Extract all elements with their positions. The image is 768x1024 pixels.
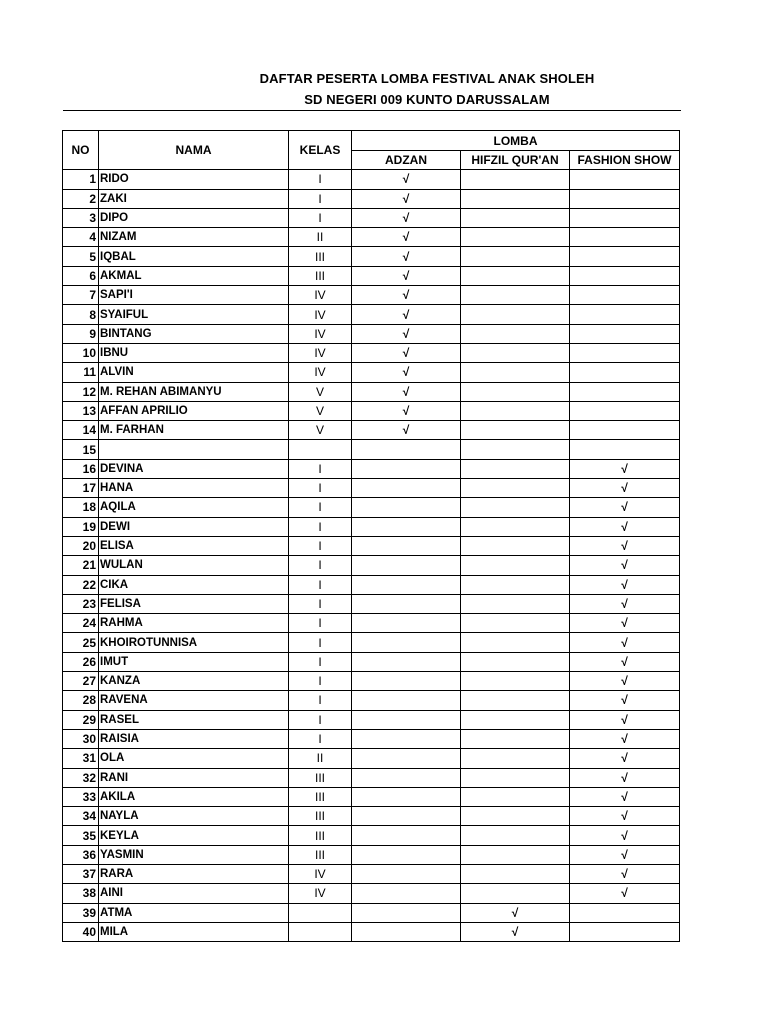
row-number: 4: [63, 228, 99, 247]
participant-name: IMUT: [99, 652, 289, 671]
participant-name: AINI: [99, 884, 289, 903]
participant-class: [289, 440, 352, 459]
participant-name: ELISA: [99, 536, 289, 555]
lomba-adzan-cell: [352, 652, 461, 671]
participant-class: I: [289, 729, 352, 748]
header-no: NO: [63, 131, 99, 170]
participant-name: HANA: [99, 479, 289, 498]
row-number: 36: [63, 845, 99, 864]
table-row: [63, 556, 680, 575]
participant-name: NIZAM: [99, 228, 289, 247]
participant-class: [289, 922, 352, 941]
participant-name: IQBAL: [99, 247, 289, 266]
row-number: 33: [63, 787, 99, 806]
table-row: [63, 208, 680, 227]
lomba-hifzil-cell: [461, 614, 570, 633]
lomba-adzan-cell: √: [352, 363, 461, 382]
table-body: [63, 170, 680, 942]
lomba-hifzil-cell: [461, 228, 570, 247]
table-row: [63, 363, 680, 382]
lomba-adzan-cell: [352, 710, 461, 729]
row-number: 32: [63, 768, 99, 787]
lomba-adzan-cell: √: [352, 247, 461, 266]
lomba-adzan-cell: √: [352, 421, 461, 440]
table-row: [63, 228, 680, 247]
row-number: 26: [63, 652, 99, 671]
participant-class: IV: [289, 864, 352, 883]
row-number: 31: [63, 749, 99, 768]
row-number: 27: [63, 672, 99, 691]
participant-class: V: [289, 401, 352, 420]
participant-name: AKMAL: [99, 266, 289, 285]
participant-class: IV: [289, 884, 352, 903]
lomba-adzan-cell: [352, 884, 461, 903]
participant-name: DIPO: [99, 208, 289, 227]
lomba-adzan-cell: [352, 440, 461, 459]
lomba-hifzil-cell: [461, 556, 570, 575]
lomba-hifzil-cell: [461, 826, 570, 845]
lomba-hifzil-cell: [461, 807, 570, 826]
lomba-hifzil-cell: √: [461, 903, 570, 922]
row-number: 21: [63, 556, 99, 575]
row-number: 30: [63, 729, 99, 748]
lomba-fashion-cell: [570, 382, 680, 401]
table-row: [63, 749, 680, 768]
lomba-fashion-cell: [570, 170, 680, 189]
table-row: [63, 672, 680, 691]
lomba-fashion-cell: √: [570, 479, 680, 498]
lomba-adzan-cell: [352, 749, 461, 768]
table-row: [63, 787, 680, 806]
table-row: [63, 575, 680, 594]
participant-class: I: [289, 208, 352, 227]
participant-class: III: [289, 826, 352, 845]
participant-class: III: [289, 266, 352, 285]
lomba-fashion-cell: √: [570, 710, 680, 729]
lomba-adzan-cell: [352, 922, 461, 941]
row-number: 29: [63, 710, 99, 729]
participant-class: III: [289, 845, 352, 864]
row-number: 28: [63, 691, 99, 710]
row-number: 15: [63, 440, 99, 459]
header-kelas: KELAS: [289, 131, 352, 170]
lomba-adzan-cell: [352, 845, 461, 864]
table-row: [63, 189, 680, 208]
lomba-hifzil-cell: [461, 189, 570, 208]
row-number: 1: [63, 170, 99, 189]
lomba-adzan-cell: [352, 787, 461, 806]
table-row: [63, 691, 680, 710]
table-row: [63, 536, 680, 555]
lomba-hifzil-cell: [461, 672, 570, 691]
row-number: 2: [63, 189, 99, 208]
lomba-fashion-cell: √: [570, 614, 680, 633]
lomba-hifzil-cell: [461, 749, 570, 768]
participant-name: RAVENA: [99, 691, 289, 710]
participant-name: ZAKI: [99, 189, 289, 208]
participant-name: NAYLA: [99, 807, 289, 826]
participant-name: DEWI: [99, 517, 289, 536]
row-number: 5: [63, 247, 99, 266]
lomba-hifzil-cell: [461, 247, 570, 266]
row-number: 18: [63, 498, 99, 517]
table-row: [63, 922, 680, 941]
lomba-adzan-cell: [352, 594, 461, 613]
table-row: [63, 594, 680, 613]
lomba-fashion-cell: √: [570, 498, 680, 517]
lomba-fashion-cell: √: [570, 556, 680, 575]
participant-class: I: [289, 710, 352, 729]
participant-name: KHOIROTUNNISA: [99, 633, 289, 652]
table-row: [63, 710, 680, 729]
lomba-adzan-cell: [352, 807, 461, 826]
participant-name: RASEL: [99, 710, 289, 729]
table-row: [63, 845, 680, 864]
document-subtitle: SD NEGERI 009 KUNTO DARUSSALAM: [304, 92, 550, 107]
participant-class: I: [289, 614, 352, 633]
lomba-fashion-cell: [570, 363, 680, 382]
participant-class: I: [289, 479, 352, 498]
row-number: 40: [63, 922, 99, 941]
lomba-adzan-cell: √: [352, 343, 461, 362]
table-row: [63, 633, 680, 652]
participant-class: I: [289, 459, 352, 478]
lomba-fashion-cell: √: [570, 864, 680, 883]
lomba-hifzil-cell: [461, 517, 570, 536]
lomba-fashion-cell: [570, 266, 680, 285]
table-row: [63, 884, 680, 903]
lomba-fashion-cell: √: [570, 787, 680, 806]
participant-class: II: [289, 228, 352, 247]
participant-class: V: [289, 382, 352, 401]
row-number: 17: [63, 479, 99, 498]
participant-class: II: [289, 749, 352, 768]
participant-class: I: [289, 536, 352, 555]
lomba-fashion-cell: √: [570, 652, 680, 671]
table-row: [63, 729, 680, 748]
table-row: [63, 421, 680, 440]
participant-class: V: [289, 421, 352, 440]
lomba-hifzil-cell: [461, 575, 570, 594]
participant-name: RIDO: [99, 170, 289, 189]
lomba-adzan-cell: √: [352, 189, 461, 208]
participant-name: ATMA: [99, 903, 289, 922]
lomba-adzan-cell: [352, 517, 461, 536]
participant-name: FELISA: [99, 594, 289, 613]
participant-class: I: [289, 517, 352, 536]
header-hifzil: HIFZIL QUR'AN: [461, 151, 570, 170]
row-number: 10: [63, 343, 99, 362]
lomba-hifzil-cell: [461, 864, 570, 883]
lomba-fashion-cell: √: [570, 459, 680, 478]
lomba-fashion-cell: √: [570, 594, 680, 613]
lomba-adzan-cell: [352, 536, 461, 555]
participant-name: BINTANG: [99, 324, 289, 343]
lomba-hifzil-cell: [461, 845, 570, 864]
row-number: 34: [63, 807, 99, 826]
lomba-fashion-cell: √: [570, 807, 680, 826]
table-row: [63, 343, 680, 362]
lomba-adzan-cell: [352, 903, 461, 922]
lomba-hifzil-cell: √: [461, 922, 570, 941]
lomba-fashion-cell: [570, 903, 680, 922]
participant-name: YASMIN: [99, 845, 289, 864]
participant-class: I: [289, 575, 352, 594]
table-row: [63, 768, 680, 787]
row-number: 6: [63, 266, 99, 285]
table-row: [63, 517, 680, 536]
lomba-fashion-cell: √: [570, 536, 680, 555]
lomba-hifzil-cell: [461, 208, 570, 227]
lomba-fashion-cell: [570, 440, 680, 459]
table-row: [63, 479, 680, 498]
row-number: 37: [63, 864, 99, 883]
lomba-adzan-cell: √: [352, 170, 461, 189]
lomba-hifzil-cell: [461, 266, 570, 285]
lomba-adzan-cell: [352, 556, 461, 575]
lomba-fashion-cell: √: [570, 768, 680, 787]
lomba-hifzil-cell: [461, 421, 570, 440]
lomba-adzan-cell: [352, 826, 461, 845]
participant-class: I: [289, 498, 352, 517]
title-underline: [63, 110, 681, 111]
row-number: 3: [63, 208, 99, 227]
row-number: 24: [63, 614, 99, 633]
row-number: 35: [63, 826, 99, 845]
lomba-fashion-cell: √: [570, 749, 680, 768]
table-row: [63, 382, 680, 401]
table-row: [63, 305, 680, 324]
participant-class: III: [289, 247, 352, 266]
lomba-hifzil-cell: [461, 729, 570, 748]
participant-name: SYAIFUL: [99, 305, 289, 324]
table-row: [63, 459, 680, 478]
row-number: 25: [63, 633, 99, 652]
lomba-fashion-cell: √: [570, 517, 680, 536]
participant-class: I: [289, 633, 352, 652]
lomba-hifzil-cell: [461, 363, 570, 382]
table-row: [63, 614, 680, 633]
lomba-adzan-cell: √: [352, 228, 461, 247]
participant-class: I: [289, 170, 352, 189]
lomba-fashion-cell: √: [570, 826, 680, 845]
lomba-fashion-cell: [570, 247, 680, 266]
participant-class: I: [289, 672, 352, 691]
row-number: 20: [63, 536, 99, 555]
row-number: 11: [63, 363, 99, 382]
lomba-adzan-cell: √: [352, 208, 461, 227]
table-row: [63, 807, 680, 826]
lomba-hifzil-cell: [461, 440, 570, 459]
lomba-hifzil-cell: [461, 594, 570, 613]
lomba-adzan-cell: √: [352, 324, 461, 343]
lomba-fashion-cell: [570, 208, 680, 227]
row-number: 14: [63, 421, 99, 440]
header-nama: NAMA: [99, 131, 289, 170]
header-lomba: LOMBA: [352, 131, 680, 151]
lomba-adzan-cell: [352, 729, 461, 748]
lomba-hifzil-cell: [461, 382, 570, 401]
row-number: 7: [63, 286, 99, 305]
participant-class: [289, 903, 352, 922]
participant-class: I: [289, 556, 352, 575]
participant-name: M. REHAN ABIMANYU: [99, 382, 289, 401]
lomba-hifzil-cell: [461, 768, 570, 787]
lomba-fashion-cell: √: [570, 845, 680, 864]
participant-class: IV: [289, 305, 352, 324]
lomba-fashion-cell: [570, 189, 680, 208]
lomba-adzan-cell: [352, 614, 461, 633]
row-number: 19: [63, 517, 99, 536]
lomba-hifzil-cell: [461, 305, 570, 324]
table-row: [63, 826, 680, 845]
lomba-hifzil-cell: [461, 401, 570, 420]
lomba-fashion-cell: √: [570, 884, 680, 903]
lomba-adzan-cell: [352, 459, 461, 478]
lomba-fashion-cell: √: [570, 633, 680, 652]
lomba-hifzil-cell: [461, 459, 570, 478]
participant-name: KANZA: [99, 672, 289, 691]
participant-table: [62, 130, 680, 942]
participant-class: IV: [289, 286, 352, 305]
participant-name: RAHMA: [99, 614, 289, 633]
lomba-fashion-cell: √: [570, 575, 680, 594]
participant-name: OLA: [99, 749, 289, 768]
participant-class: III: [289, 787, 352, 806]
row-number: 8: [63, 305, 99, 324]
participant-class: IV: [289, 343, 352, 362]
lomba-adzan-cell: √: [352, 266, 461, 285]
lomba-adzan-cell: [352, 479, 461, 498]
participant-name: DEVINA: [99, 459, 289, 478]
lomba-fashion-cell: [570, 343, 680, 362]
row-number: 12: [63, 382, 99, 401]
participant-name: RARA: [99, 864, 289, 883]
lomba-hifzil-cell: [461, 633, 570, 652]
participant-name: AQILA: [99, 498, 289, 517]
lomba-adzan-cell: [352, 691, 461, 710]
lomba-adzan-cell: √: [352, 286, 461, 305]
row-number: 23: [63, 594, 99, 613]
table-row: [63, 286, 680, 305]
lomba-fashion-cell: [570, 228, 680, 247]
header-fashion: FASHION SHOW: [570, 151, 680, 170]
lomba-adzan-cell: [352, 498, 461, 517]
participant-name: ALVIN: [99, 363, 289, 382]
participant-name: RAISIA: [99, 729, 289, 748]
lomba-fashion-cell: √: [570, 729, 680, 748]
participant-class: I: [289, 594, 352, 613]
participant-name: MILA: [99, 922, 289, 941]
participant-class: III: [289, 807, 352, 826]
participant-class: III: [289, 768, 352, 787]
row-number: 13: [63, 401, 99, 420]
participant-name: AFFAN APRILIO: [99, 401, 289, 420]
lomba-adzan-cell: [352, 672, 461, 691]
row-number: 9: [63, 324, 99, 343]
lomba-hifzil-cell: [461, 787, 570, 806]
participant-name: [99, 440, 289, 459]
row-number: 38: [63, 884, 99, 903]
lomba-adzan-cell: √: [352, 382, 461, 401]
participant-class: IV: [289, 324, 352, 343]
lomba-fashion-cell: √: [570, 672, 680, 691]
lomba-hifzil-cell: [461, 536, 570, 555]
table-row: [63, 170, 680, 189]
table-row: [63, 498, 680, 517]
table-row: [63, 266, 680, 285]
row-number: 16: [63, 459, 99, 478]
table-row: [63, 401, 680, 420]
table-row: [63, 247, 680, 266]
table-row: [63, 652, 680, 671]
participant-name: CIKA: [99, 575, 289, 594]
participant-class: I: [289, 652, 352, 671]
lomba-hifzil-cell: [461, 884, 570, 903]
participant-name: SAPI'I: [99, 286, 289, 305]
lomba-hifzil-cell: [461, 343, 570, 362]
lomba-adzan-cell: [352, 633, 461, 652]
lomba-adzan-cell: [352, 575, 461, 594]
participant-name: M. FARHAN: [99, 421, 289, 440]
lomba-fashion-cell: [570, 286, 680, 305]
table-row: [63, 324, 680, 343]
lomba-hifzil-cell: [461, 498, 570, 517]
participant-class: IV: [289, 363, 352, 382]
lomba-adzan-cell: √: [352, 305, 461, 324]
participant-class: I: [289, 691, 352, 710]
lomba-hifzil-cell: [461, 286, 570, 305]
lomba-hifzil-cell: [461, 479, 570, 498]
lomba-hifzil-cell: [461, 691, 570, 710]
lomba-hifzil-cell: [461, 324, 570, 343]
lomba-fashion-cell: [570, 922, 680, 941]
participant-name: IBNU: [99, 343, 289, 362]
lomba-fashion-cell: [570, 421, 680, 440]
row-number: 39: [63, 903, 99, 922]
lomba-fashion-cell: √: [570, 691, 680, 710]
header-adzan: ADZAN: [352, 151, 461, 170]
participant-name: RANI: [99, 768, 289, 787]
document-title: DAFTAR PESERTA LOMBA FESTIVAL ANAK SHOLEH: [259, 71, 595, 86]
participant-class: I: [289, 189, 352, 208]
lomba-adzan-cell: √: [352, 401, 461, 420]
participant-name: AKILA: [99, 787, 289, 806]
participant-name: KEYLA: [99, 826, 289, 845]
lomba-fashion-cell: [570, 305, 680, 324]
lomba-hifzil-cell: [461, 652, 570, 671]
lomba-adzan-cell: [352, 864, 461, 883]
lomba-fashion-cell: [570, 324, 680, 343]
lomba-adzan-cell: [352, 768, 461, 787]
row-number: 22: [63, 575, 99, 594]
lomba-hifzil-cell: [461, 710, 570, 729]
table-row: [63, 903, 680, 922]
table-row: [63, 440, 680, 459]
lomba-fashion-cell: [570, 401, 680, 420]
table-row: [63, 864, 680, 883]
lomba-hifzil-cell: [461, 170, 570, 189]
participant-name: WULAN: [99, 556, 289, 575]
